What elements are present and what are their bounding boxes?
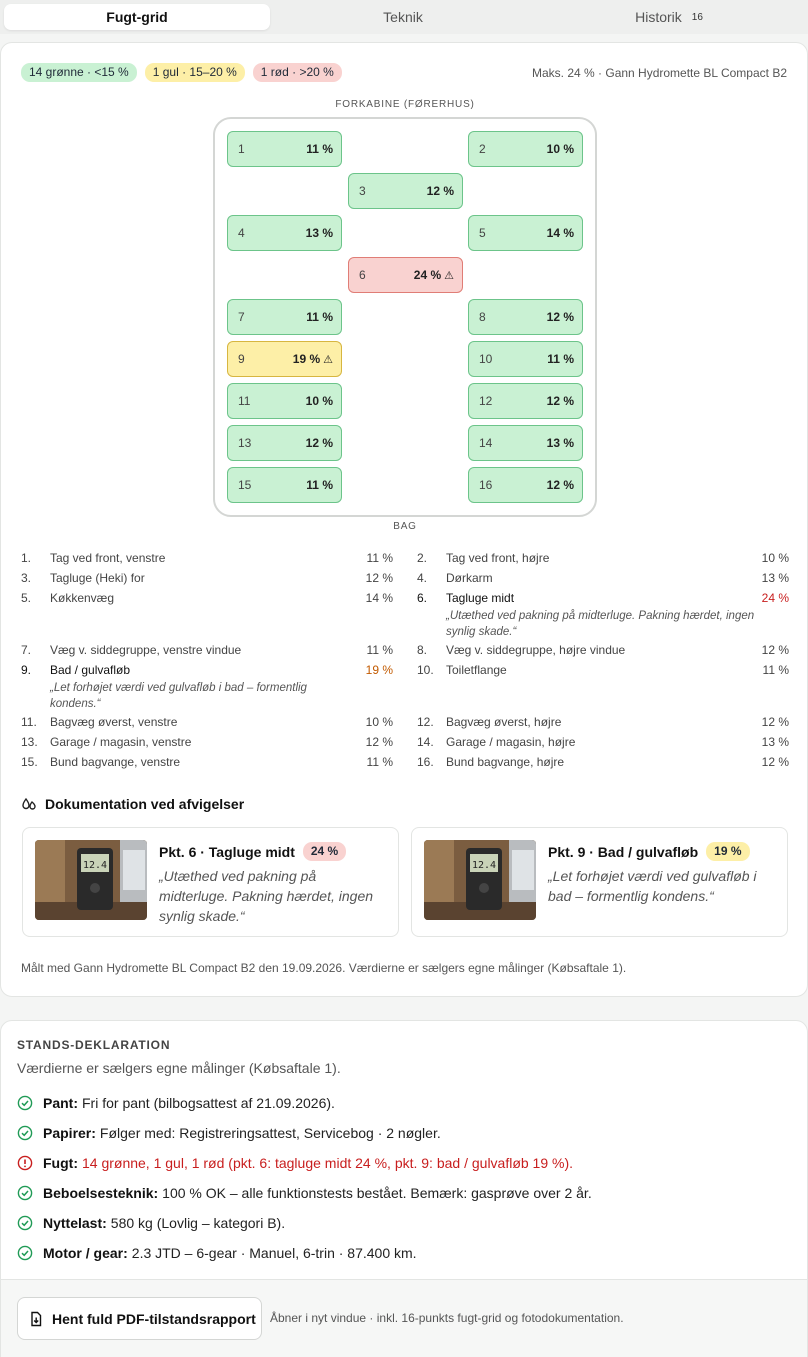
grid-cell-2[interactable] [468,131,583,167]
declaration-item-label: Papirer: [43,1125,96,1141]
grid-cell-15[interactable] [227,467,342,503]
documentation-card-note: „Utæthed ved pakning på midterluge. Pakning hærdet, ingen synlig skade.“ [159,868,374,924]
tab-label: Historik [635,9,682,25]
grid-cell-4[interactable] [227,215,342,251]
list-item-name: Bagvæg øverst, venstre [50,715,178,729]
grid-cell-value: 11 % [306,310,333,324]
list-item-name: Garage / magasin, højre [446,735,576,749]
grid-cell-number: 3 [359,184,366,198]
declaration-item [17,1125,441,1141]
declaration-item [17,1095,335,1111]
tab-teknik[interactable] [270,4,536,30]
check-circle-icon [17,1125,33,1141]
grid-cell-value-wrap [547,352,574,366]
grid-cell-14[interactable] [468,425,583,461]
warning-icon: ⚠ [444,269,454,282]
grid-cell-value: 11 % [547,352,574,366]
declaration-item-text: 580 kg (Lovlig – kategori B). [110,1215,286,1231]
documentation-card[interactable] [411,827,788,937]
list-item-name: Væg v. siddegruppe, venstre vindue [50,643,242,657]
list-item-index: 10. [417,663,434,677]
legend-green: 14 grønne · <15 % [21,63,137,82]
grid-cell-8[interactable] [468,299,583,335]
list-item-index: 8. [417,643,428,657]
documentation-card-badge: 24 % [303,842,346,861]
grid-cell-1[interactable] [227,131,342,167]
grid-cell-11[interactable] [227,383,342,419]
declaration-item [17,1215,285,1231]
grid-cell-number: 1 [238,142,245,156]
grid-cell-value: 12 % [426,184,454,198]
documentation-title [21,796,244,812]
grid-cell-value: 11 % [306,478,333,492]
list-item [21,643,393,659]
list-item-value: 11 % [762,663,789,677]
grid-cell-value-wrap [547,226,574,240]
documentation-card-title: Pkt. 9 · Bad / gulvafløb [548,843,699,860]
legend [21,63,342,82]
download-pdf-button[interactable] [17,1297,262,1340]
list-item-index: 4. [417,571,428,585]
list-item [21,735,393,751]
meter-photo-image [424,840,536,920]
moisture-grid-card [0,42,808,997]
meter-photo-image [35,840,147,920]
grid-cell-value-wrap [306,226,333,240]
declaration-item-label: Fugt: [43,1155,78,1171]
check-circle-icon [17,1185,33,1201]
list-item-value: 19 % [365,663,393,677]
documentation-card-title: Pkt. 6 · Tagluge midt [159,843,295,860]
check-circle-icon [17,1215,33,1231]
tab-count-badge: 16 [691,11,703,23]
list-item-value: 10 % [761,551,789,565]
grid-cell-value-wrap [547,310,574,324]
grid-cell-number: 5 [479,226,486,240]
list-item-note: „Utæthed ved pakning på midterluge. Pakning hærdet, ingen synlig skade.“ [446,610,755,638]
grid-cell-value: 14 % [546,226,574,240]
list-item-name: Toiletflange [446,663,507,677]
declaration-item [17,1155,573,1171]
documentation-title-text: Dokumentation ved afvigelser [45,796,245,812]
grid-cell-number: 2 [479,142,486,156]
grid-cell-number: 11 [238,394,251,408]
rear-label: BAG [393,521,417,532]
grid-cell-12[interactable] [468,383,583,419]
list-item-value: 12 % [761,715,789,729]
list-item-index: 16. [417,755,434,769]
list-item [21,663,393,713]
declaration-item-label: Motor / gear: [43,1245,128,1261]
list-item-name: Tag ved front, højre [446,551,550,565]
declaration-item-text: 14 grønne, 1 gul, 1 rød (pkt. 6: tagluge midt 24 %, pkt. 9: bad / gulvafløb 19 %). [81,1155,574,1171]
list-item-index: 3. [21,571,32,585]
list-item-name: Tag ved front, venstre [50,551,166,565]
warning-icon: ⚠ [323,353,333,366]
grid-cell-value-wrap [306,394,333,408]
list-item-value: 11 % [366,643,393,657]
grid-cell-number: 6 [359,268,366,282]
measurement-footer-note: Målt med Gann Hydromette BL Compact B2 den 19.09.2026. Værdierne er sælgers egne målinger (Købsaftale 1). [21,961,627,975]
grid-cell-value: 24 % [413,268,442,282]
grid-cell-value-wrap [306,142,333,156]
grid-cell-number: 13 [238,436,252,450]
check-circle-icon [17,1245,33,1261]
grid-cell-value-wrap [547,394,574,408]
legend-yellow: 1 gul · 15–20 % [145,63,245,82]
list-item-index: 1. [21,551,32,565]
grid-cell-value-wrap [547,142,574,156]
meter-photo[interactable] [35,840,147,920]
list-item-value: 13 % [761,571,789,585]
grid-cell-13[interactable] [227,425,342,461]
list-item-value: 12 % [365,571,393,585]
list-item [417,715,789,731]
list-item-value: 14 % [365,591,393,605]
grid-cell-value-wrap [306,436,333,450]
list-item [21,551,393,567]
list-item [21,571,393,587]
documentation-card-note: „Let forhøjet værdi ved gulvafløb i bad – formentlig kondens.“ [548,868,757,904]
documentation-card[interactable] [22,827,399,937]
list-item-index: 15. [21,755,38,769]
grid-cell-number: 14 [479,436,493,450]
declaration-subtitle: Værdierne er sælgers egne målinger (Købsaftale 1). [17,1060,341,1076]
grid-cell-value-wrap [427,184,454,198]
list-item-name: Bund bagvange, højre [446,755,565,769]
documentation-card-badge: 19 % [706,842,749,861]
grid-cell-number: 16 [479,478,493,492]
list-item-value: 24 % [761,591,789,605]
list-item-value: 12 % [365,735,393,749]
grid-cell-number: 15 [238,478,252,492]
tab-fugt-grid[interactable] [4,4,270,30]
list-item-name: Bagvæg øverst, højre [446,715,562,729]
declaration-item-label: Beboelsesteknik: [43,1185,159,1201]
droplets-icon [21,796,37,812]
list-item-value: 12 % [761,755,789,769]
list-item-index: 11. [21,715,37,729]
documentation-card-head [159,842,346,861]
list-item-value: 10 % [365,715,393,729]
meter-note: Maks. 24 % · Gann Hydromette BL Compact B2 [532,66,787,80]
tab-label: Teknik [383,9,423,25]
list-item-name: Tagluge midt [446,591,515,605]
declaration-item [17,1245,417,1261]
download-file-icon [28,1311,44,1327]
declaration-title: STANDS-DEKLARATION [17,1038,171,1052]
list-item [417,755,789,771]
list-item-value: 11 % [366,551,393,565]
grid-cell-value: 11 % [306,142,333,156]
list-item [417,663,789,679]
tab-label: Fugt-grid [106,9,168,25]
grid-cell-value: 13 % [546,436,574,450]
pdf-note: Åbner i nyt vindue · inkl. 16-punkts fugt-grid og fotodokumentation. [270,1311,624,1325]
condition-declaration [0,1020,808,1357]
grid-cell-value-wrap [547,478,574,492]
grid-cell-6[interactable] [348,257,463,293]
grid-cell-value: 12 % [305,436,333,450]
grid-cell-number: 10 [479,352,493,366]
declaration-item-text: Følger med: Registreringsattest, Servicebog · 2 nøgler. [99,1125,441,1141]
grid-cell-value-wrap [547,436,574,450]
list-item [417,643,789,659]
list-item [417,591,789,641]
grid-cell-10[interactable] [468,341,583,377]
grid-cell-value: 19 % [292,352,321,366]
list-item-name: Væg v. siddegruppe, højre vindue [446,643,626,657]
alert-circle-icon [17,1155,33,1171]
list-item-note: „Let forhøjet værdi ved gulvafløb i bad – formentlig kondens.“ [50,682,307,710]
list-item-index: 12. [417,715,434,729]
grid-cell-value: 10 % [305,394,333,408]
list-item [21,591,393,607]
grid-cell-5[interactable] [468,215,583,251]
meter-photo[interactable] [424,840,536,920]
grid-cell-value-wrap [306,310,333,324]
list-item-index: 9. [21,663,32,677]
list-item-name: Tagluge (Heki) for [50,571,145,585]
documentation-card-head [548,842,750,861]
list-item-name: Dørkarm [446,571,493,585]
list-item-value: 13 % [761,735,789,749]
list-item-name: Bad / gulvafløb [50,663,131,677]
list-item [417,571,789,587]
declaration-item-label: Nyttelast: [43,1215,107,1231]
list-item-name: Bund bagvange, venstre [50,755,181,769]
front-label: FORKABINE (FØRERHUS) [335,99,475,110]
tab-bar [0,0,808,34]
list-item-index: 6. [417,591,428,605]
declaration-item [17,1185,592,1201]
grid-cell-7[interactable] [227,299,342,335]
grid-cell-9[interactable] [227,341,342,377]
list-item-index: 5. [21,591,32,605]
report-bar [1,1279,807,1357]
grid-cell-value-wrap [293,352,333,366]
meter-display: 12.4 [82,860,108,871]
grid-cell-number: 4 [238,226,245,240]
grid-cell-value: 13 % [305,226,333,240]
list-item [417,735,789,751]
grid-cell-value: 10 % [546,142,574,156]
grid-cell-value-wrap [414,268,454,282]
grid-cell-value-wrap [306,478,333,492]
declaration-item-text: Fri for pant (bilbogsattest af 21.09.2026). [82,1095,335,1111]
declaration-item-text: 2.3 JTD – 6-gear · Manuel, 6-trin · 87.400 km. [131,1245,417,1261]
declaration-item-text: 100 % OK – alle funktionstests bestået. Bemærk: gasprøve over 2 år. [162,1185,592,1201]
grid-cell-value: 12 % [546,394,574,408]
grid-cell-number: 8 [479,310,486,324]
list-item [21,715,393,731]
list-item [21,755,393,771]
download-pdf-label: Hent fuld PDF-tilstandsrapport [52,1310,256,1327]
legend-red: 1 rød · >20 % [253,63,342,82]
grid-cell-16[interactable] [468,467,583,503]
grid-cell-number: 12 [479,394,493,408]
list-item-name: Køkkenvæg [50,591,115,605]
list-item-name: Garage / magasin, venstre [50,735,192,749]
grid-cell-number: 9 [238,352,245,366]
meter-display: 12.4 [471,860,497,871]
list-item-index: 7. [21,643,32,657]
check-circle-icon [17,1095,33,1111]
grid-cell-number: 7 [238,310,245,324]
declaration-item-label: Pant: [43,1095,78,1111]
grid-cell-value: 12 % [546,478,574,492]
grid-cell-value: 12 % [546,310,574,324]
list-item-value: 12 % [761,643,789,657]
list-item [417,551,789,567]
tab-historik[interactable] [536,4,802,30]
grid-cell-3[interactable] [348,173,463,209]
list-item-index: 2. [417,551,428,565]
list-item-index: 13. [21,735,38,749]
list-item-value: 11 % [366,755,393,769]
list-item-index: 14. [417,735,434,749]
